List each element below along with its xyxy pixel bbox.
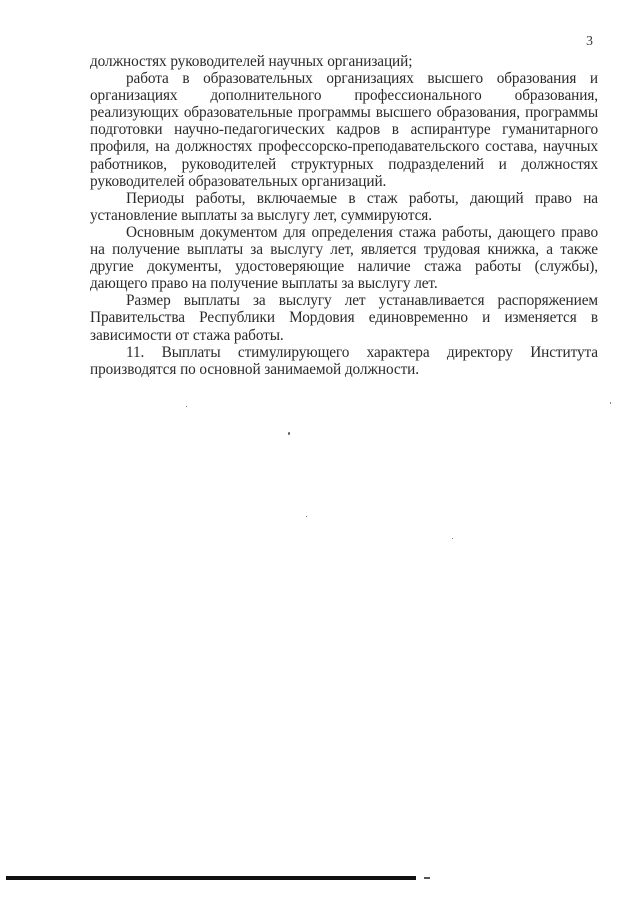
paragraph-main-document: Основным документом для определения стажа работы, дающего право на получение выплаты за выслугу лет, является трудовая книжка, а также другие документы, удостоверяющие наличие стажа работы (службы), дающего право на получение выплаты за выслугу лет.	[90, 223, 598, 293]
page-number: 3	[586, 34, 593, 49]
scan-edge-dash	[424, 877, 430, 879]
paragraph-higher-education-work: работа в образовательных организациях высшего образования и организациях дополнительного профессионального образования, реализующих образовательные программы высшего образования, программы подготовки научно-педагогических кадров в аспирантуре гуманитарного профиля, на должностях профессорско-преподавательского состава, научных работников, руководителей структурных подразделений и должностях руководителей образовательных организаций.	[90, 70, 598, 190]
scan-speck	[288, 432, 290, 435]
scan-speck	[452, 538, 453, 539]
paragraph-payment-amount: Размер выплаты за выслугу лет устанавливается распоряжением Правительства Республики Мордовия единовременно и изменяется в зависимости от стажа работы.	[90, 292, 598, 344]
document-body	[90, 53, 598, 378]
paragraph-clause-11: 11. Выплаты стимулирующего характера директору Института производятся по основной занимаемой должности.	[90, 343, 598, 378]
paragraph-continuation: должностях руководителей научных организаций;	[90, 53, 413, 70]
scan-edge-bar	[6, 876, 416, 880]
paragraph-periods-summed: Периоды работы, включаемые в стаж работы, дающий право на установление выплаты за выслугу лет, суммируются.	[90, 189, 598, 224]
scan-speck	[306, 516, 307, 517]
scan-speck	[186, 406, 187, 407]
scan-speck	[610, 402, 611, 404]
